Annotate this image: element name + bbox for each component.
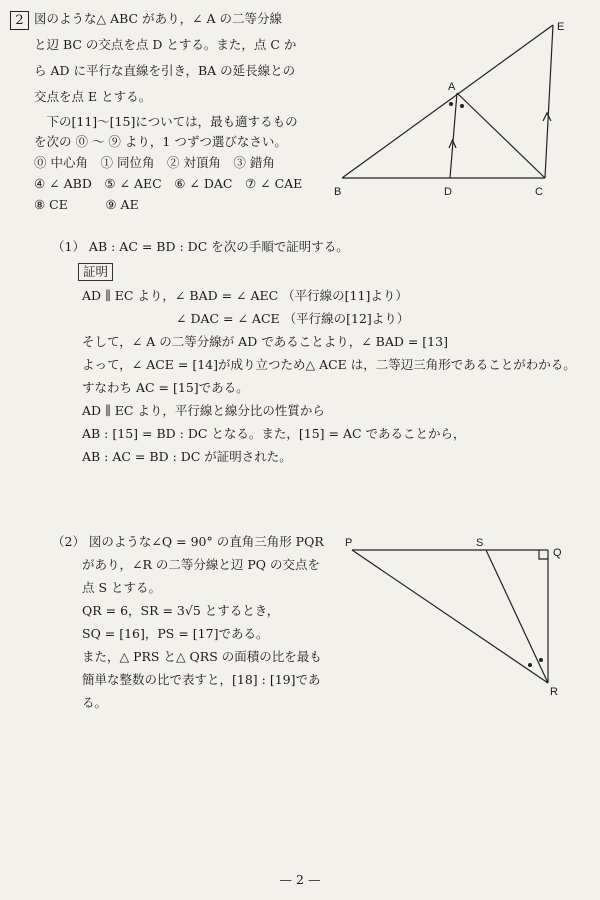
label-c: C (535, 186, 543, 198)
segment-pr (352, 550, 548, 683)
proof-line-3: そして，∠ A の二等分線が AD であることより，∠ BAD = [13] (82, 334, 448, 349)
choices-line-2: ④ ∠ ABD ⑤ ∠ AEC ⑥ ∠ DAC ⑦ ∠ CAE (34, 176, 303, 191)
segment-ac (457, 93, 545, 178)
part2-line-8: る。 (82, 695, 108, 710)
angle-mark-dot (460, 104, 464, 108)
page-number: — 2 — (279, 872, 321, 887)
intro-line-3: ら AD に平行な直線を引き，BA の延長線との (34, 63, 296, 78)
parallel-arrow-ce (543, 113, 551, 121)
choices-line-1: ⓪ 中心角 ① 同位角 ② 対頂角 ③ 錯角 (34, 155, 275, 170)
intro-line-4: 交点を点 E とする。 (34, 89, 152, 104)
proof-label: 証明 (78, 263, 113, 281)
choices-line-3: ⑧ CE ⑨ AE (34, 197, 139, 212)
label-a: A (448, 81, 456, 93)
proof-line-2: ∠ DAC = ∠ ACE （平行線の[12]より） (176, 311, 410, 326)
segment-ce (545, 25, 553, 178)
proof-line-4: よって，∠ ACE = [14]が成り立つため△ ACE は，二等辺三角形であることがわかる。 (82, 357, 576, 372)
part2-line-3: 点 S とする。 (82, 580, 162, 595)
label-e: E (557, 21, 565, 33)
question-number: 2 (10, 11, 29, 30)
label-p: P (345, 537, 353, 549)
intro-line-1: 図のような△ ABC があり，∠ A の二等分線 (34, 11, 283, 26)
proof-line-8: AB : AC = BD : DC が証明された。 (82, 449, 292, 464)
part2-line-5: SQ = [16]，PS = [17]である。 (82, 626, 269, 641)
proof-line-5: すなわち AC = [15]である。 (82, 380, 249, 395)
figure-triangle-abce (330, 10, 590, 220)
part1-heading: （1） AB : AC = BD : DC を次の手順で証明する。 (52, 239, 349, 254)
label-r: R (550, 686, 558, 698)
proof-line-1: AD ∥ EC より，∠ BAD = ∠ AEC （平行線の[11]より） (82, 288, 408, 303)
proof-line-7: AB : [15] = BD : DC となる。また，[15] = AC であることから， (82, 426, 466, 441)
label-b: B (334, 186, 342, 198)
label-q: Q (553, 547, 562, 559)
segment-sr (486, 550, 548, 683)
intro-line-5: 下の[11]～[15]については，最も適するもの (34, 114, 298, 129)
intro-line-2: と辺 BC の交点を点 D とする。また，点 C か (34, 37, 297, 52)
angle-mark-dot (449, 102, 453, 106)
label-s: S (476, 537, 484, 549)
part2-line-2: があり，∠R の二等分線と辺 PQ の交点を (82, 557, 320, 572)
right-angle-mark (539, 550, 548, 559)
angle-mark-dot (528, 663, 532, 667)
figure-triangle-pqr (340, 530, 580, 700)
part2-line-6: また，△ PRS と△ QRS の面積の比を最も (82, 649, 322, 664)
proof-line-6: AD ∥ EC より，平行線と線分比の性質から (82, 403, 325, 418)
part2-line-4: QR = 6，SR = 3√5 とするとき， (82, 603, 280, 618)
part2-line-7: 簡単な整数の比で表すと，[18] : [19]であ (82, 672, 321, 687)
angle-mark-dot (539, 658, 543, 662)
label-d: D (444, 186, 452, 198)
intro-line-6: を次の ⓪ ～ ⑨ より，1 つずつ選びなさい。 (34, 134, 287, 149)
part2-line-1: （2） 図のような∠Q = 90° の直角三角形 PQR (52, 534, 324, 549)
